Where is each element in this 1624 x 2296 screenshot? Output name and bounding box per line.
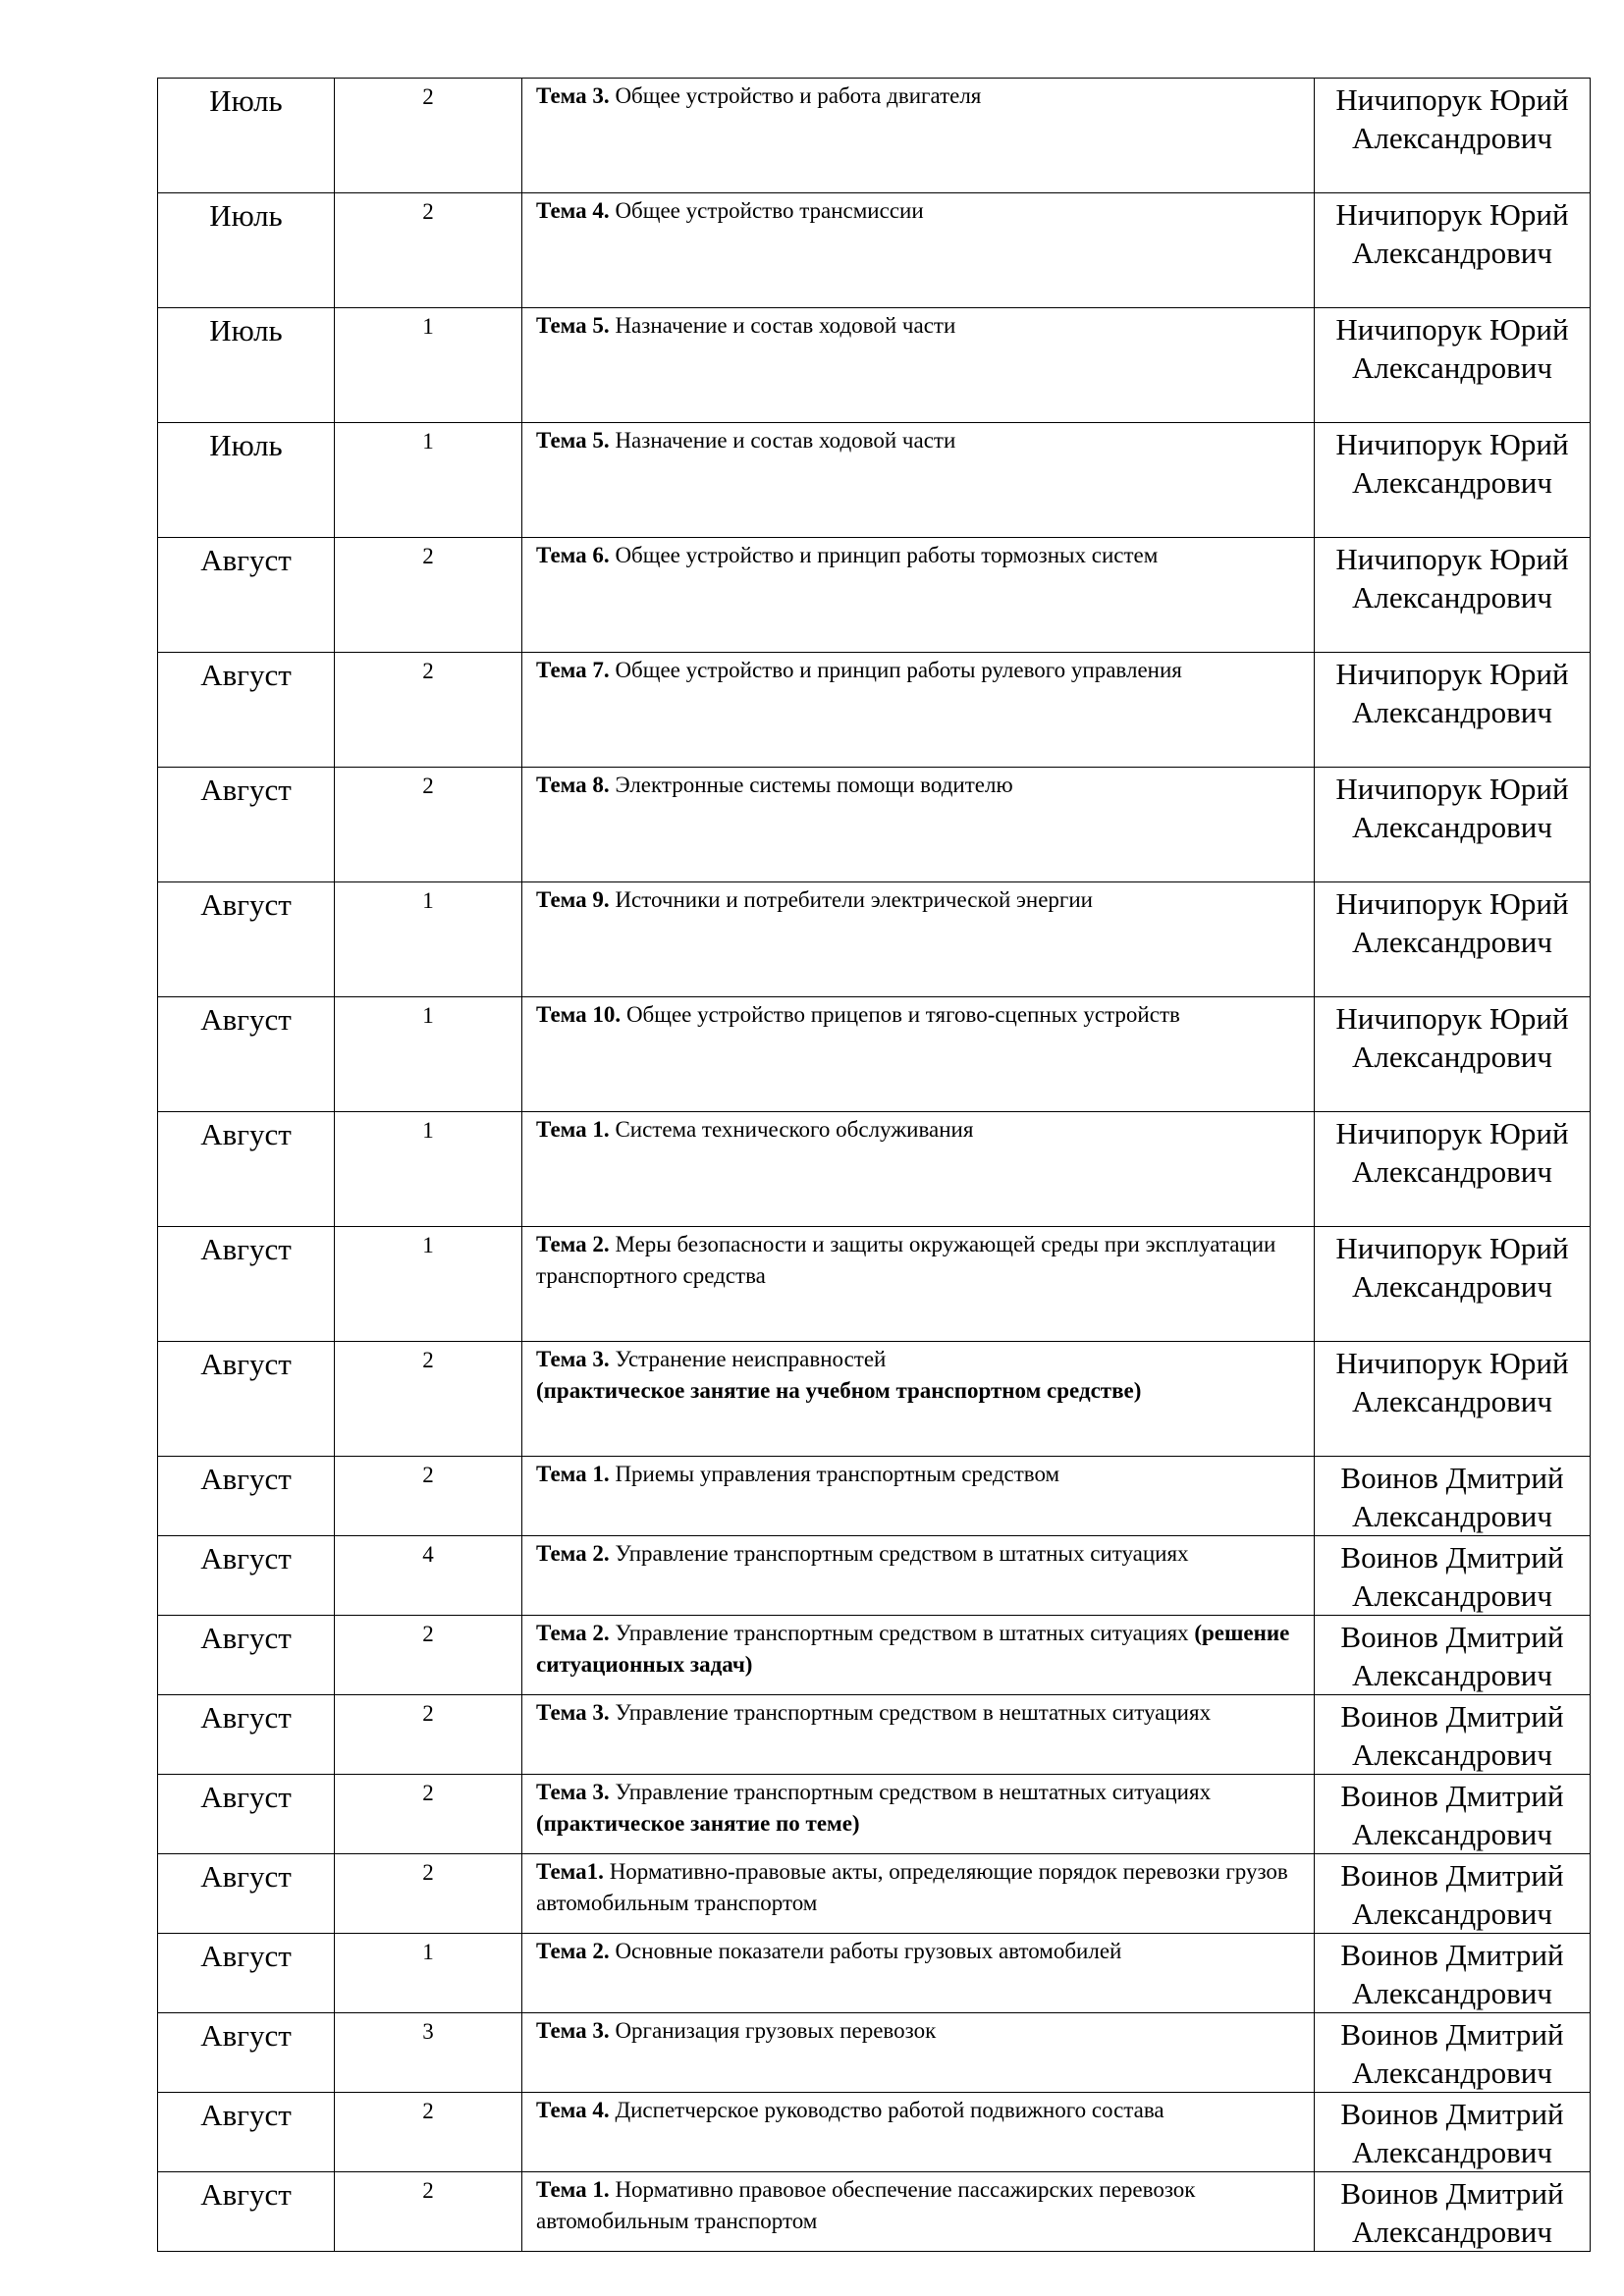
topic-text: Источники и потребители электрической энергии [609,887,1093,912]
table-row [158,1695,1591,1775]
teacher-cell: Ничипорук Юрий Александрович [1315,1342,1591,1457]
topic-label: Тема 4. [536,2098,610,2122]
hours-cell: 1 [335,1112,522,1227]
month-cell: Август [158,2093,335,2172]
hours-cell: 2 [335,538,522,653]
hours-cell: 1 [335,423,522,538]
teacher-cell: Ничипорук Юрий Александрович [1315,538,1591,653]
hours-cell: 2 [335,1342,522,1457]
month-cell: Август [158,1934,335,2013]
topic-label: Тема 3. [536,83,610,108]
hours-cell: 2 [335,1695,522,1775]
topic-cell [522,79,1315,193]
topic-cell [522,308,1315,423]
topic-label: Тема 7. [536,658,610,682]
topic-text: Нормативно-правовые акты, определяющие порядок перевозки грузов автомобильным транспортом [536,1859,1288,1915]
topic-label: Тема 2. [536,1541,610,1566]
month-cell: Август [158,1695,335,1775]
topic-cell [522,1934,1315,2013]
topic-note: (практическое занятие на учебном транспортном средстве) [536,1378,1142,1403]
topic-label: Тема 2. [536,1232,610,1256]
topic-text: Общее устройство и принцип работы рулевого управления [609,658,1182,682]
hours-cell: 1 [335,997,522,1112]
topic-text: Организация грузовых перевозок [609,2018,937,2043]
teacher-cell: Ничипорук Юрий Александрович [1315,79,1591,193]
topic-cell [522,2013,1315,2093]
topic-text: Управление транспортным средством в нештатных ситуациях [609,1780,1212,1804]
teacher-cell: Ничипорук Юрий Александрович [1315,308,1591,423]
teacher-cell: Воинов Дмитрий Александрович [1315,1695,1591,1775]
table-row [158,1227,1591,1342]
table-row [158,1112,1591,1227]
topic-label: Тема 2. [536,1621,610,1645]
month-cell: Август [158,538,335,653]
topic-label: Тема 4. [536,198,610,223]
teacher-cell: Воинов Дмитрий Александрович [1315,1934,1591,2013]
topic-text: Устранение неисправностей [609,1347,887,1371]
month-cell: Июль [158,79,335,193]
teacher-cell: Воинов Дмитрий Александрович [1315,1775,1591,1854]
topic-cell [522,882,1315,997]
table-row [158,653,1591,768]
month-cell: Август [158,1775,335,1854]
month-cell: Август [158,768,335,882]
topic-label: Тема 3. [536,1780,610,1804]
teacher-cell: Ничипорук Юрий Александрович [1315,423,1591,538]
table-row [158,193,1591,308]
topic-cell [522,538,1315,653]
hours-cell: 1 [335,1227,522,1342]
teacher-cell: Воинов Дмитрий Александрович [1315,1536,1591,1616]
teacher-cell: Воинов Дмитрий Александрович [1315,1854,1591,1934]
month-cell: Август [158,882,335,997]
topic-cell [522,653,1315,768]
month-cell: Июль [158,193,335,308]
teacher-cell: Ничипорук Юрий Александрович [1315,1112,1591,1227]
teacher-cell: Воинов Дмитрий Александрович [1315,2013,1591,2093]
month-cell: Август [158,653,335,768]
table-row [158,1775,1591,1854]
table-row [158,1616,1591,1695]
table-row [158,2013,1591,2093]
table-row [158,79,1591,193]
hours-cell: 2 [335,1457,522,1536]
month-cell: Август [158,1112,335,1227]
month-cell: Август [158,2013,335,2093]
topic-cell [522,193,1315,308]
table-row [158,538,1591,653]
month-cell: Август [158,1616,335,1695]
hours-cell: 2 [335,1775,522,1854]
topic-cell [522,2093,1315,2172]
topic-cell [522,1695,1315,1775]
month-cell: Июль [158,423,335,538]
topic-label: Тема 6. [536,543,610,567]
topic-text: Назначение и состав ходовой части [609,428,956,453]
teacher-cell: Воинов Дмитрий Александрович [1315,2093,1591,2172]
topic-cell [522,768,1315,882]
hours-cell: 2 [335,1616,522,1695]
topic-label: Тема 1. [536,1117,610,1142]
month-cell: Август [158,1854,335,1934]
topic-text: Диспетчерское руководство работой подвижного состава [609,2098,1164,2122]
topic-label: Тема 3. [536,1700,610,1725]
topic-label: Тема 1. [536,1462,610,1486]
month-cell: Июль [158,308,335,423]
table-row [158,1457,1591,1536]
hours-cell: 3 [335,2013,522,2093]
topic-text: Основные показатели работы грузовых автомобилей [609,1939,1122,1963]
table-row [158,1854,1591,1934]
hours-cell: 1 [335,882,522,997]
month-cell: Август [158,1227,335,1342]
table-row [158,308,1591,423]
teacher-cell: Ничипорук Юрий Александрович [1315,882,1591,997]
hours-cell: 2 [335,79,522,193]
topic-text: Назначение и состав ходовой части [609,313,956,338]
topic-label: Тема 5. [536,313,610,338]
topic-label: Тема 3. [536,2018,610,2043]
hours-cell: 2 [335,653,522,768]
topic-text: Приемы управления транспортным средством [609,1462,1060,1486]
topic-text: Общее устройство и работа двигателя [609,83,982,108]
topic-text: Общее устройство и принцип работы тормозных систем [609,543,1159,567]
topic-note: (решение ситуационных задач) [536,1621,1290,1677]
teacher-cell: Воинов Дмитрий Александрович [1315,1457,1591,1536]
hours-cell: 2 [335,1854,522,1934]
table-row [158,423,1591,538]
topic-text: Общее устройство трансмиссии [609,198,924,223]
topic-label: Тема1. [536,1859,604,1884]
month-cell: Август [158,1536,335,1616]
topic-label: Тема 3. [536,1347,610,1371]
table-row [158,2172,1591,2252]
topic-text: Общее устройство прицепов и тягово-сцепных устройств [621,1002,1180,1027]
topic-label: Тема 10. [536,1002,622,1027]
topic-label: Тема 9. [536,887,610,912]
hours-cell: 2 [335,2093,522,2172]
topic-label: Тема 8. [536,773,610,797]
topic-cell [522,2172,1315,2252]
topic-cell [522,1616,1315,1695]
table-row [158,2093,1591,2172]
teacher-cell: Ничипорук Юрий Александрович [1315,193,1591,308]
teacher-cell: Воинов Дмитрий Александрович [1315,2172,1591,2252]
hours-cell: 2 [335,768,522,882]
teacher-cell: Воинов Дмитрий Александрович [1315,1616,1591,1695]
hours-cell: 2 [335,2172,522,2252]
topic-text: Система технического обслуживания [609,1117,974,1142]
table-row [158,768,1591,882]
topic-cell [522,1536,1315,1616]
teacher-cell: Ничипорук Юрий Александрович [1315,653,1591,768]
topic-text: Управление транспортным средством в нештатных ситуациях [609,1700,1212,1725]
topic-cell [522,423,1315,538]
table-row [158,1536,1591,1616]
topic-cell [522,1775,1315,1854]
topic-text: Нормативно правовое обеспечение пассажирских перевозок автомобильным транспортом [536,2177,1196,2233]
month-cell: Август [158,1342,335,1457]
hours-cell: 2 [335,193,522,308]
schedule-body [158,79,1591,2252]
topic-cell [522,1342,1315,1457]
topic-text: Управление транспортным средством в штатных ситуациях [609,1621,1195,1645]
topic-cell [522,997,1315,1112]
topic-label: Тема 2. [536,1939,610,1963]
teacher-cell: Ничипорук Юрий Александрович [1315,1227,1591,1342]
topic-label: Тема 5. [536,428,610,453]
table-row [158,1342,1591,1457]
topic-text: Меры безопасности и защиты окружающей среды при эксплуатации транспортного средства [536,1232,1276,1288]
topic-cell [522,1457,1315,1536]
topic-cell [522,1854,1315,1934]
table-row [158,997,1591,1112]
topic-note: (практическое занятие по теме) [536,1811,860,1836]
hours-cell: 1 [335,308,522,423]
table-row [158,882,1591,997]
topic-text: Электронные системы помощи водителю [609,773,1013,797]
topic-cell [522,1227,1315,1342]
teacher-cell: Ничипорук Юрий Александрович [1315,768,1591,882]
hours-cell: 4 [335,1536,522,1616]
teacher-cell: Ничипорук Юрий Александрович [1315,997,1591,1112]
table-row [158,1934,1591,2013]
topic-cell [522,1112,1315,1227]
hours-cell: 1 [335,1934,522,2013]
month-cell: Август [158,2172,335,2252]
topic-text: Управление транспортным средством в штатных ситуациях [609,1541,1189,1566]
month-cell: Август [158,1457,335,1536]
topic-label: Тема 1. [536,2177,610,2202]
schedule-table [157,78,1591,2252]
month-cell: Август [158,997,335,1112]
